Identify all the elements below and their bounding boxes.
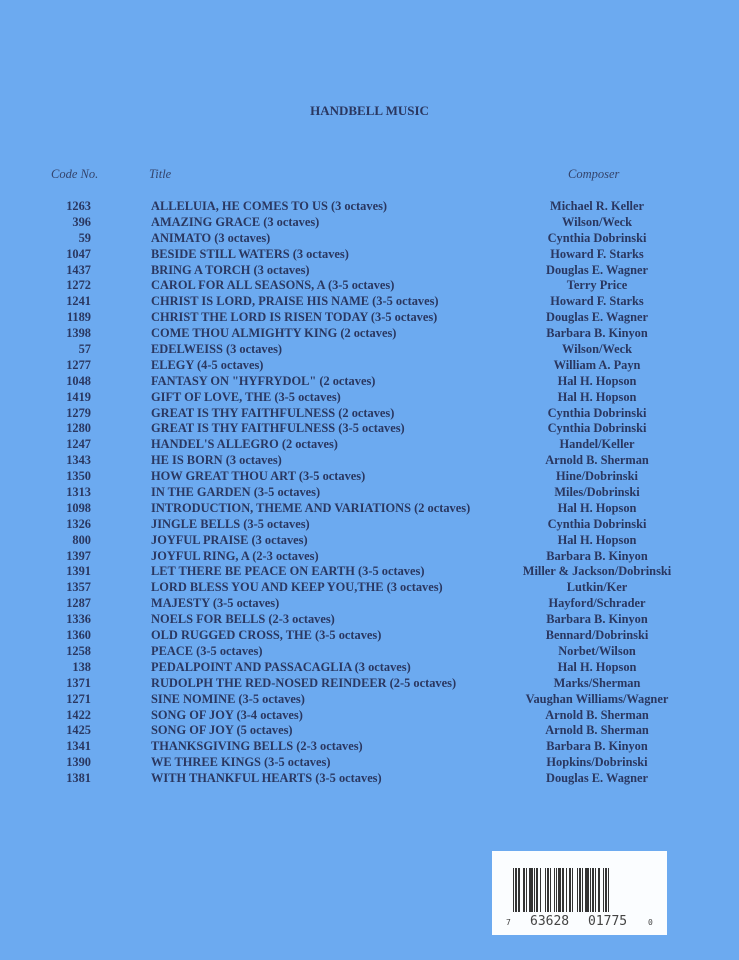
item-composer: Wilson/Weck <box>562 214 632 229</box>
item-title: CHRIST THE LORD IS RISEN TODAY (3-5 octaves) <box>151 310 438 325</box>
item-code: 1425 <box>66 723 91 738</box>
item-composer: Barbara B. Kinyon <box>546 548 648 563</box>
item-composer: Handel/Keller <box>559 437 635 452</box>
list-item <box>0 326 739 342</box>
list-item <box>0 406 739 422</box>
item-code: 800 <box>72 532 91 547</box>
item-composer: Hopkins/Dobrinski <box>546 755 648 770</box>
item-code: 1437 <box>66 262 91 277</box>
list-item <box>0 263 739 279</box>
barcode-right-digits: 01775 <box>588 914 628 929</box>
item-code: 1279 <box>66 405 91 420</box>
item-code: 1247 <box>66 437 91 452</box>
list-item <box>0 374 739 390</box>
item-title: GIFT OF LOVE, THE (3-5 octaves) <box>151 389 341 404</box>
barcode <box>492 851 667 935</box>
item-code: 1047 <box>66 246 91 261</box>
item-code: 1287 <box>66 596 91 611</box>
barcode-check-digit: 0 <box>648 918 653 927</box>
item-code: 1341 <box>66 739 91 754</box>
barcode-left-digits: 63628 <box>530 914 570 929</box>
column-header-code: Code No. <box>51 167 99 181</box>
barcode-bars <box>513 868 646 912</box>
item-code: 1357 <box>66 580 91 595</box>
item-composer: Arnold B. Sherman <box>545 707 649 722</box>
item-title: THANKSGIVING BELLS (2-3 octaves) <box>151 739 363 754</box>
item-composer: Howard F. Starks <box>550 246 644 261</box>
item-code: 138 <box>72 659 91 674</box>
item-code: 1313 <box>66 485 91 500</box>
item-composer: Arnold B. Sherman <box>545 453 649 468</box>
item-title: SONG OF JOY (5 octaves) <box>151 723 293 738</box>
item-composer: William A. Payn <box>553 357 641 372</box>
list-item <box>0 501 739 517</box>
item-composer: Howard F. Starks <box>550 294 644 309</box>
item-code: 59 <box>78 230 91 245</box>
item-code: 1422 <box>66 707 91 722</box>
list-item <box>0 723 739 739</box>
item-title: WITH THANKFUL HEARTS (3-5 octaves) <box>151 771 382 786</box>
item-title: ALLELUIA, HE COMES TO US (3 octaves) <box>151 199 388 213</box>
item-title: INTRODUCTION, THEME AND VARIATIONS (2 octaves) <box>151 500 471 515</box>
item-code: 1241 <box>66 294 91 309</box>
item-composer: Douglas E. Wagner <box>545 771 649 786</box>
item-composer: Hal H. Hopson <box>557 373 637 388</box>
item-title: JINGLE BELLS (3-5 octaves) <box>151 516 310 531</box>
item-composer: Barbara B. Kinyon <box>546 326 648 341</box>
item-composer: Hayford/Schrader <box>548 596 646 611</box>
item-composer: Marks/Sherman <box>553 675 641 690</box>
item-code: 1280 <box>66 421 91 436</box>
item-title: NOELS FOR BELLS (2-3 octaves) <box>151 612 335 627</box>
item-composer: Barbara B. Kinyon <box>546 612 648 627</box>
item-title: FANTASY ON "HYFRYDOL" (2 octaves) <box>151 373 376 388</box>
item-code: 1381 <box>66 771 91 786</box>
list-item <box>0 644 739 660</box>
item-title: PEACE (3-5 octaves) <box>151 643 263 658</box>
item-code: 1398 <box>66 326 91 341</box>
item-title: ELEGY (4-5 octaves) <box>151 357 264 372</box>
list-item <box>0 676 739 692</box>
item-title: CAROL FOR ALL SEASONS, A (3-5 octaves) <box>151 278 395 293</box>
item-code: 1419 <box>66 389 91 404</box>
item-composer: Vaughan Williams/Wagner <box>525 691 669 706</box>
list-item <box>0 437 739 453</box>
list-item <box>0 421 739 437</box>
item-code: 1343 <box>66 453 91 468</box>
item-composer: Terry Price <box>566 278 628 293</box>
list-item <box>0 199 739 215</box>
item-title: HOW GREAT THOU ART (3-5 octaves) <box>151 469 366 484</box>
item-code: 396 <box>72 214 91 229</box>
list-item <box>0 310 739 326</box>
list-item <box>0 517 739 533</box>
item-title: EDELWEISS (3 octaves) <box>151 342 283 357</box>
list-item <box>0 549 739 565</box>
item-composer: Hal H. Hopson <box>557 500 637 515</box>
item-title: ANIMATO (3 octaves) <box>151 230 271 245</box>
item-composer: Wilson/Weck <box>562 342 632 357</box>
item-composer: Hal H. Hopson <box>557 659 637 674</box>
music-list <box>0 199 739 787</box>
item-code: 1272 <box>66 278 91 293</box>
item-code: 1391 <box>66 564 91 579</box>
item-composer: Douglas E. Wagner <box>545 310 649 325</box>
list-item <box>0 739 739 755</box>
list-item <box>0 612 739 628</box>
list-item <box>0 390 739 406</box>
list-item <box>0 660 739 676</box>
item-composer: Cynthia Dobrinski <box>547 421 647 436</box>
list-item <box>0 469 739 485</box>
list-item <box>0 215 739 231</box>
item-composer: Cynthia Dobrinski <box>547 230 647 245</box>
list-item <box>0 533 739 549</box>
item-title: COME THOU ALMIGHTY KING (2 octaves) <box>151 326 397 341</box>
list-item <box>0 453 739 469</box>
item-composer: Barbara B. Kinyon <box>546 739 648 754</box>
column-header-title: Title <box>149 167 172 181</box>
item-composer: Bennard/Dobrinski <box>545 628 649 643</box>
item-composer: Michael R. Keller <box>550 199 644 213</box>
item-title: SINE NOMINE (3-5 octaves) <box>151 691 305 706</box>
item-title: SONG OF JOY (3-4 octaves) <box>151 707 303 722</box>
item-code: 1048 <box>66 373 91 388</box>
column-header-composer: Composer <box>568 167 620 181</box>
item-composer: Hal H. Hopson <box>557 532 637 547</box>
list-item <box>0 342 739 358</box>
item-composer: Douglas E. Wagner <box>545 262 649 277</box>
item-composer: Cynthia Dobrinski <box>547 405 647 420</box>
list-item <box>0 580 739 596</box>
barcode-lead-digit: 7 <box>506 918 511 927</box>
item-composer: Cynthia Dobrinski <box>547 516 647 531</box>
item-composer: Norbet/Wilson <box>558 643 636 658</box>
list-item <box>0 278 739 294</box>
item-code: 57 <box>78 342 91 357</box>
page-title: HANDBELL MUSIC <box>310 103 429 118</box>
item-code: 1326 <box>66 516 91 531</box>
list-item <box>0 247 739 263</box>
item-code: 1263 <box>66 199 91 213</box>
list-item <box>0 596 739 612</box>
item-title: CHRIST IS LORD, PRAISE HIS NAME (3-5 octaves) <box>151 294 439 309</box>
item-title: JOYFUL PRAISE (3 octaves) <box>151 532 308 547</box>
item-title: MAJESTY (3-5 octaves) <box>151 596 280 611</box>
list-item <box>0 771 739 787</box>
item-code: 1271 <box>66 691 91 706</box>
item-composer: Lutkin/Ker <box>566 580 628 595</box>
list-item <box>0 628 739 644</box>
item-code: 1277 <box>66 357 91 372</box>
list-item <box>0 231 739 247</box>
list-item <box>0 692 739 708</box>
item-code: 1371 <box>66 675 91 690</box>
item-title: WE THREE KINGS (3-5 octaves) <box>151 755 331 770</box>
item-title: LORD BLESS YOU AND KEEP YOU,THE (3 octaves) <box>151 580 443 595</box>
item-code: 1258 <box>66 643 91 658</box>
item-composer: Arnold B. Sherman <box>545 723 649 738</box>
item-title: AMAZING GRACE (3 octaves) <box>151 214 320 229</box>
list-item <box>0 564 739 580</box>
item-title: RUDOLPH THE RED-NOSED REINDEER (2-5 octaves) <box>151 675 457 690</box>
item-title: JOYFUL RING, A (2-3 octaves) <box>151 548 319 563</box>
item-title: BESIDE STILL WATERS (3 octaves) <box>151 246 349 261</box>
item-code: 1397 <box>66 548 91 563</box>
item-code: 1390 <box>66 755 91 770</box>
item-code: 1098 <box>66 500 91 515</box>
item-title: HE IS BORN (3 octaves) <box>151 453 282 468</box>
item-code: 1360 <box>66 628 91 643</box>
list-item <box>0 708 739 724</box>
item-composer: Miles/Dobrinski <box>554 485 640 500</box>
list-item <box>0 358 739 374</box>
barcode-bar <box>609 868 610 912</box>
item-composer: Hal H. Hopson <box>557 389 637 404</box>
list-item <box>0 755 739 771</box>
item-composer: Hine/Dobrinski <box>556 469 638 484</box>
list-item <box>0 485 739 501</box>
list-item <box>0 294 739 310</box>
item-title: PEDALPOINT AND PASSACAGLIA (3 octaves) <box>151 659 411 674</box>
item-title: GREAT IS THY FAITHFULNESS (2 octaves) <box>151 405 395 420</box>
item-title: BRING A TORCH (3 octaves) <box>151 262 310 277</box>
item-code: 1189 <box>66 310 91 325</box>
item-title: IN THE GARDEN (3-5 octaves) <box>151 485 321 500</box>
item-title: OLD RUGGED CROSS, THE (3-5 octaves) <box>151 628 382 643</box>
item-title: LET THERE BE PEACE ON EARTH (3-5 octaves) <box>151 564 425 579</box>
item-composer: Miller & Jackson/Dobrinski <box>522 564 672 579</box>
item-code: 1336 <box>66 612 91 627</box>
item-code: 1350 <box>66 469 91 484</box>
item-title: GREAT IS THY FAITHFULNESS (3-5 octaves) <box>151 421 405 436</box>
item-title: HANDEL'S ALLEGRO (2 octaves) <box>151 437 338 452</box>
